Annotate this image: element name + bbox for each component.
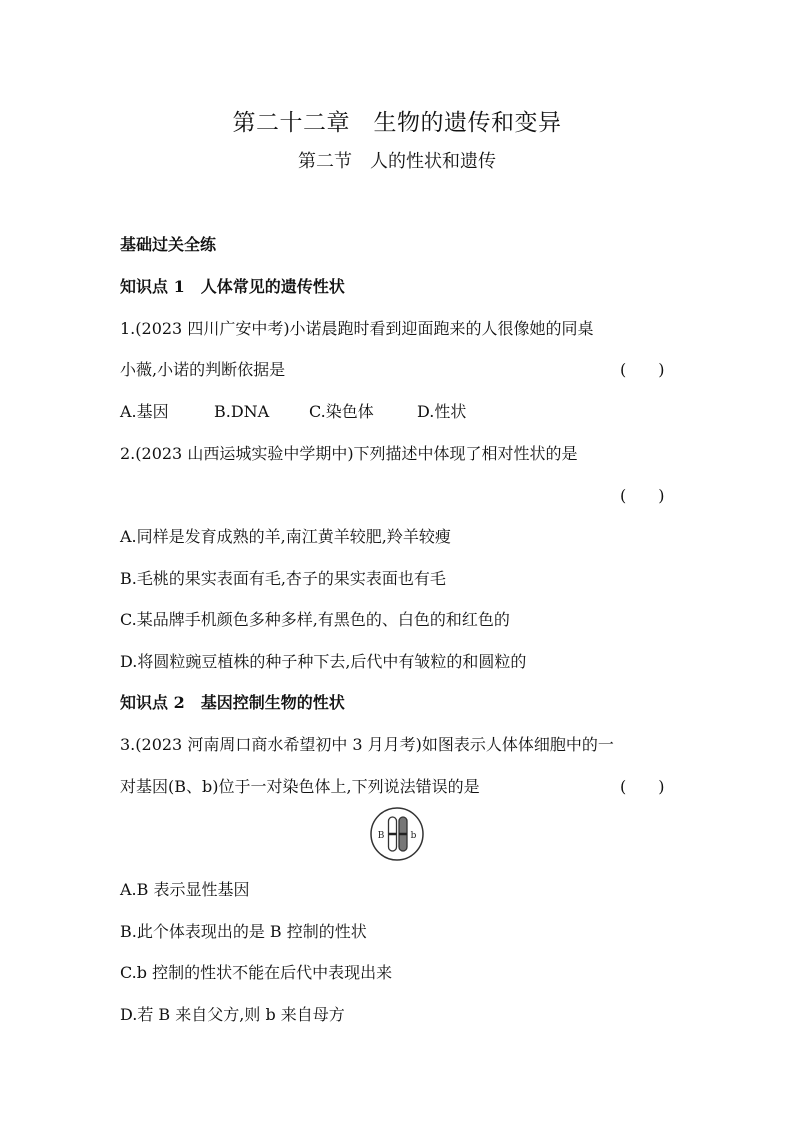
label-recessive-gene: b <box>410 831 417 841</box>
knowledge-point-1: 知识点 1 人体常见的遗传性状 <box>120 277 345 296</box>
q1-option-d: D.性状 <box>417 402 467 421</box>
q3-option-a: A.B 表示显性基因 <box>120 880 250 899</box>
q2-stem-line1: 2.(2023 山西运城实验中学期中)下列描述中体现了相对性状的是 <box>120 444 578 463</box>
q2-option-b: B.毛桃的果实表面有毛,杏子的果实表面也有毛 <box>120 569 446 588</box>
q2-answer-blank: ( ) <box>620 486 665 505</box>
q1-answer-blank: ( ) <box>620 360 665 379</box>
chapter-title: 第二十二章 生物的遗传和变异 <box>232 110 562 136</box>
q1-option-c: C.染色体 <box>309 402 374 421</box>
q2-option-c: C.某品牌手机颜色多种多样,有黑色的、白色的和红色的 <box>120 610 510 629</box>
practice-heading: 基础过关全练 <box>120 235 217 254</box>
q1-stem-line1: 1.(2023 四川广安中考)小诺晨跑时看到迎面跑来的人很像她的同桌 <box>120 319 594 338</box>
q1-option-b: B.DNA <box>214 402 270 421</box>
q2-option-a: A.同样是发育成熟的羊,南江黄羊较肥,羚羊较瘦 <box>120 527 451 546</box>
q1-stem-line2: 小薇,小诺的判断依据是 <box>120 360 286 379</box>
q1-options <box>120 399 466 422</box>
q3-stem-line1: 3.(2023 河南周口商水希望初中 3 月月考)如图表示人体体细胞中的一 <box>120 735 614 754</box>
section-title: 第二节 人的性状和遗传 <box>298 151 496 172</box>
chromosome-pair-figure <box>369 806 425 862</box>
q2-option-d: D.将圆粒豌豆植株的种子种下去,后代中有皱粒的和圆粒的 <box>120 652 527 671</box>
label-dominant-gene: B <box>377 831 385 841</box>
q3-option-c: C.b 控制的性状不能在后代中表现出来 <box>120 963 393 982</box>
knowledge-point-2: 知识点 2 基因控制生物的性状 <box>120 693 345 712</box>
q3-stem-line2: 对基因(B、b)位于一对染色体上,下列说法错误的是 <box>120 777 480 796</box>
q3-answer-blank: ( ) <box>620 777 665 796</box>
q3-option-b: B.此个体表现出的是 B 控制的性状 <box>120 922 367 941</box>
q1-option-a: A.基因 <box>120 402 169 421</box>
q3-option-d: D.若 B 来自父方,则 b 来自母方 <box>120 1005 345 1024</box>
